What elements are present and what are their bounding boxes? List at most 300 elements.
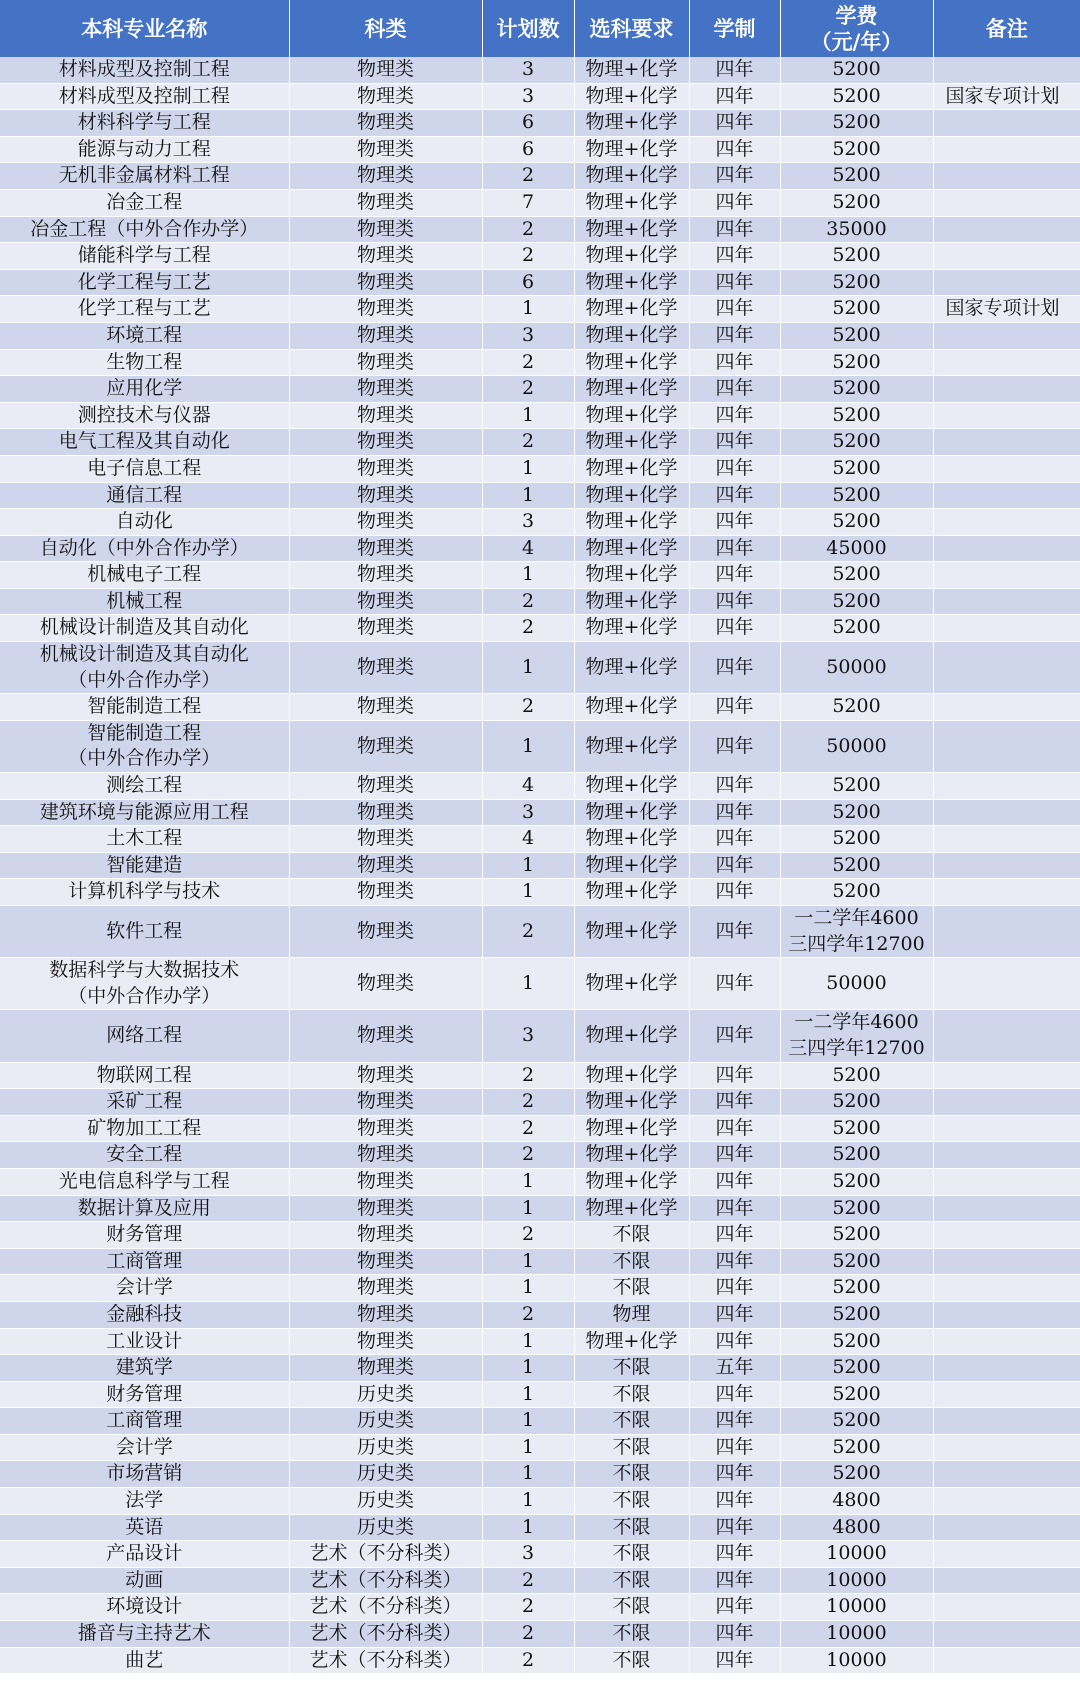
- major-name-cell: 土木工程: [0, 826, 289, 853]
- remarks-cell: [933, 402, 1080, 429]
- category-cell: 物理类: [289, 189, 482, 216]
- major-name-cell: 材料科学与工程: [0, 110, 289, 137]
- category-cell: 物理类: [289, 1328, 482, 1355]
- remarks-cell: [933, 1328, 1080, 1355]
- plan-count-cell: 1: [482, 1195, 574, 1222]
- table-row: [0, 163, 1080, 190]
- table-row: [0, 615, 1080, 642]
- remarks-cell: [933, 349, 1080, 376]
- major-name-cell: 采矿工程: [0, 1089, 289, 1116]
- header-duration: 学制: [689, 0, 780, 57]
- duration-cell: 四年: [689, 1142, 780, 1169]
- category-cell: 物理类: [289, 879, 482, 906]
- header-tuition: [780, 0, 933, 57]
- category-cell: 物理类: [289, 1195, 482, 1222]
- plan-count-cell: 1: [482, 958, 574, 1010]
- tuition-cell: 10000: [780, 1541, 933, 1568]
- category-cell: 物理类: [289, 243, 482, 270]
- tuition-cell: 5200: [780, 243, 933, 270]
- plan-count-cell: 2: [482, 376, 574, 403]
- category-cell: 物理类: [289, 720, 482, 772]
- major-name-cell: 工商管理: [0, 1248, 289, 1275]
- duration-cell: 四年: [689, 615, 780, 642]
- category-cell: 物理类: [289, 906, 482, 958]
- table-row: [0, 136, 1080, 163]
- major-name-cell: 测控技术与仪器: [0, 402, 289, 429]
- tuition-cell: 5200: [780, 562, 933, 589]
- remarks-cell: [933, 322, 1080, 349]
- major-name-cell: 生物工程: [0, 349, 289, 376]
- cell-text-line: 一二学年4600: [794, 907, 919, 929]
- remarks-cell: [933, 455, 1080, 482]
- tuition-cell: 10000: [780, 1621, 933, 1648]
- plan-count-cell: 1: [482, 482, 574, 509]
- table-row: [0, 1328, 1080, 1355]
- remarks-cell: [933, 879, 1080, 906]
- plan-count-cell: 7: [482, 189, 574, 216]
- table-row: [0, 1222, 1080, 1249]
- plan-count-cell: 2: [482, 349, 574, 376]
- subject-requirement-cell: 物理+化学: [574, 852, 689, 879]
- subject-requirement-cell: 物理+化学: [574, 163, 689, 190]
- table-row: [0, 588, 1080, 615]
- major-name-cell: 矿物加工工程: [0, 1115, 289, 1142]
- subject-requirement-cell: 物理+化学: [574, 243, 689, 270]
- table-row: [0, 1301, 1080, 1328]
- table-row: [0, 1488, 1080, 1515]
- header-subject-requirement: 选科要求: [574, 0, 689, 57]
- remarks-cell: [933, 57, 1080, 83]
- subject-requirement-cell: 物理+化学: [574, 906, 689, 958]
- subject-requirement-cell: 物理+化学: [574, 1142, 689, 1169]
- duration-cell: 四年: [689, 1089, 780, 1116]
- category-cell: 物理类: [289, 615, 482, 642]
- major-name-cell: 播音与主持艺术: [0, 1621, 289, 1648]
- major-name-cell: 自动化（中外合作办学）: [0, 535, 289, 562]
- subject-requirement-cell: 物理+化学: [574, 296, 689, 323]
- subject-requirement-cell: 不限: [574, 1488, 689, 1515]
- tuition-cell: 5200: [780, 163, 933, 190]
- plan-count-cell: 1: [482, 1328, 574, 1355]
- category-cell: 物理类: [289, 216, 482, 243]
- category-cell: 艺术（不分科类）: [289, 1594, 482, 1621]
- tuition-cell: 50000: [780, 720, 933, 772]
- plan-count-cell: 3: [482, 799, 574, 826]
- major-name-cell: 物联网工程: [0, 1062, 289, 1089]
- subject-requirement-cell: 不限: [574, 1408, 689, 1435]
- plan-count-cell: 2: [482, 163, 574, 190]
- major-name-cell: 材料成型及控制工程: [0, 57, 289, 83]
- category-cell: 艺术（不分科类）: [289, 1647, 482, 1674]
- duration-cell: 四年: [689, 216, 780, 243]
- category-cell: 历史类: [289, 1488, 482, 1515]
- remarks-cell: [933, 852, 1080, 879]
- category-cell: 物理类: [289, 1115, 482, 1142]
- table-row: [0, 455, 1080, 482]
- tuition-cell: 5200: [780, 1222, 933, 1249]
- table-row: [0, 1434, 1080, 1461]
- duration-cell: 四年: [689, 509, 780, 536]
- table-row: [0, 1355, 1080, 1382]
- category-cell: 物理类: [289, 1355, 482, 1382]
- plan-count-cell: 1: [482, 296, 574, 323]
- plan-count-cell: 2: [482, 1621, 574, 1648]
- duration-cell: 四年: [689, 1541, 780, 1568]
- table-row: [0, 1275, 1080, 1302]
- tuition-cell: 5200: [780, 402, 933, 429]
- tuition-cell: 5200: [780, 1089, 933, 1116]
- table-row: [0, 958, 1080, 1010]
- tuition-cell: 10000: [780, 1647, 933, 1674]
- tuition-cell: 5200: [780, 509, 933, 536]
- plan-count-cell: 4: [482, 826, 574, 853]
- plan-count-cell: 6: [482, 110, 574, 137]
- plan-count-cell: 2: [482, 1301, 574, 1328]
- subject-requirement-cell: 物理+化学: [574, 455, 689, 482]
- category-cell: 物理类: [289, 826, 482, 853]
- table-row: [0, 852, 1080, 879]
- major-name-cell: 应用化学: [0, 376, 289, 403]
- duration-cell: 四年: [689, 1514, 780, 1541]
- plan-count-cell: 2: [482, 906, 574, 958]
- remarks-cell: [933, 1594, 1080, 1621]
- tuition-cell: 50000: [780, 958, 933, 1010]
- subject-requirement-cell: 物理+化学: [574, 1195, 689, 1222]
- duration-cell: 四年: [689, 1010, 780, 1062]
- tuition-cell: 5200: [780, 1115, 933, 1142]
- cell-text-line: 智能制造工程: [87, 721, 202, 744]
- subject-requirement-cell: 物理+化学: [574, 958, 689, 1010]
- major-name-cell: 建筑环境与能源应用工程: [0, 799, 289, 826]
- duration-cell: 四年: [689, 136, 780, 163]
- subject-requirement-cell: 物理+化学: [574, 83, 689, 110]
- major-name-cell: 冶金工程（中外合作办学）: [0, 216, 289, 243]
- plan-count-cell: 1: [482, 642, 574, 694]
- tuition-cell: 5200: [780, 1301, 933, 1328]
- cell-text-line: 数据科学与大数据技术: [49, 959, 240, 982]
- duration-cell: 四年: [689, 110, 780, 137]
- plan-count-cell: 4: [482, 773, 574, 800]
- tuition-cell: 4800: [780, 1488, 933, 1515]
- table-row: [0, 1248, 1080, 1275]
- duration-cell: 四年: [689, 1328, 780, 1355]
- category-cell: 艺术（不分科类）: [289, 1567, 482, 1594]
- category-cell: 物理类: [289, 1142, 482, 1169]
- duration-cell: 四年: [689, 243, 780, 270]
- tuition-cell: 5200: [780, 773, 933, 800]
- plan-count-cell: 6: [482, 136, 574, 163]
- duration-cell: 四年: [689, 376, 780, 403]
- duration-cell: 五年: [689, 1355, 780, 1382]
- category-cell: 物理类: [289, 296, 482, 323]
- major-name-cell: [0, 720, 289, 772]
- subject-requirement-cell: 不限: [574, 1434, 689, 1461]
- table-row: [0, 269, 1080, 296]
- category-cell: 物理类: [289, 349, 482, 376]
- tuition-cell: 5200: [780, 322, 933, 349]
- duration-cell: 四年: [689, 1301, 780, 1328]
- table-row: [0, 1541, 1080, 1568]
- remarks-cell: [933, 1301, 1080, 1328]
- plan-count-cell: 1: [482, 402, 574, 429]
- category-cell: 物理类: [289, 455, 482, 482]
- duration-cell: 四年: [689, 852, 780, 879]
- subject-requirement-cell: 物理+化学: [574, 376, 689, 403]
- table-row: [0, 1381, 1080, 1408]
- subject-requirement-cell: 不限: [574, 1381, 689, 1408]
- remarks-cell: [933, 773, 1080, 800]
- category-cell: 物理类: [289, 535, 482, 562]
- remarks-cell: [933, 799, 1080, 826]
- category-cell: 物理类: [289, 402, 482, 429]
- subject-requirement-cell: 物理+化学: [574, 189, 689, 216]
- tuition-cell: 5200: [780, 1355, 933, 1382]
- remarks-cell: [933, 1248, 1080, 1275]
- plan-count-cell: 1: [482, 1434, 574, 1461]
- tuition-cell: 5200: [780, 455, 933, 482]
- duration-cell: 四年: [689, 562, 780, 589]
- remarks-cell: [933, 1275, 1080, 1302]
- tuition-cell: 45000: [780, 535, 933, 562]
- category-cell: 物理类: [289, 110, 482, 137]
- plan-count-cell: 3: [482, 1541, 574, 1568]
- cell-text-line: 一二学年4600: [794, 1011, 919, 1034]
- duration-cell: 四年: [689, 588, 780, 615]
- duration-cell: 四年: [689, 189, 780, 216]
- plan-count-cell: 2: [482, 694, 574, 721]
- tuition-cell: 5200: [780, 1275, 933, 1302]
- remarks-cell: [933, 1434, 1080, 1461]
- duration-cell: 四年: [689, 429, 780, 456]
- major-name-cell: 工业设计: [0, 1328, 289, 1355]
- category-cell: 物理类: [289, 1275, 482, 1302]
- tuition-cell: 4800: [780, 1514, 933, 1541]
- category-cell: 物理类: [289, 429, 482, 456]
- remarks-cell: [933, 1647, 1080, 1674]
- major-name-cell: 财务管理: [0, 1381, 289, 1408]
- header-plan-count: 计划数: [482, 0, 574, 57]
- plan-count-cell: 1: [482, 1408, 574, 1435]
- subject-requirement-cell: 不限: [574, 1275, 689, 1302]
- category-cell: 物理类: [289, 799, 482, 826]
- table-row: [0, 216, 1080, 243]
- category-cell: 物理类: [289, 1301, 482, 1328]
- tuition-cell: 5200: [780, 349, 933, 376]
- remarks-cell: [933, 1381, 1080, 1408]
- category-cell: 物理类: [289, 57, 482, 83]
- remarks-cell: [933, 1142, 1080, 1169]
- plan-count-cell: 2: [482, 1062, 574, 1089]
- plan-count-cell: 3: [482, 1010, 574, 1062]
- major-name-cell: 电气工程及其自动化: [0, 429, 289, 456]
- major-name-cell: 智能建造: [0, 852, 289, 879]
- remarks-cell: [933, 482, 1080, 509]
- tuition-cell: 5200: [780, 852, 933, 879]
- major-name-cell: 机械工程: [0, 588, 289, 615]
- cell-text-line: （中外合作办学）: [68, 984, 221, 1007]
- remarks-cell: [933, 694, 1080, 721]
- tuition-cell: 5200: [780, 879, 933, 906]
- duration-cell: 四年: [689, 1647, 780, 1674]
- remarks-cell: [933, 1089, 1080, 1116]
- major-name-cell: 机械电子工程: [0, 562, 289, 589]
- table-row: [0, 1567, 1080, 1594]
- table-row: [0, 1408, 1080, 1435]
- remarks-cell: [933, 906, 1080, 958]
- remarks-cell: [933, 110, 1080, 137]
- table-row: [0, 322, 1080, 349]
- major-name-cell: 通信工程: [0, 482, 289, 509]
- plan-count-cell: 1: [482, 1488, 574, 1515]
- duration-cell: 四年: [689, 322, 780, 349]
- tuition-cell: 5200: [780, 799, 933, 826]
- category-cell: 艺术（不分科类）: [289, 1621, 482, 1648]
- tuition-cell: 5200: [780, 269, 933, 296]
- duration-cell: 四年: [689, 163, 780, 190]
- table-row: [0, 349, 1080, 376]
- remarks-cell: [933, 642, 1080, 694]
- table-row: [0, 509, 1080, 536]
- major-name-cell: 软件工程: [0, 906, 289, 958]
- plan-count-cell: 2: [482, 588, 574, 615]
- category-cell: 历史类: [289, 1408, 482, 1435]
- duration-cell: 四年: [689, 1115, 780, 1142]
- plan-count-cell: 1: [482, 1514, 574, 1541]
- remarks-cell: [933, 1355, 1080, 1382]
- plan-count-cell: 2: [482, 615, 574, 642]
- plan-count-cell: 1: [482, 1248, 574, 1275]
- table-row: [0, 1594, 1080, 1621]
- cell-text-line: 三四学年12700: [788, 1036, 925, 1059]
- plan-count-cell: 3: [482, 57, 574, 83]
- remarks-cell: [933, 509, 1080, 536]
- table-row: [0, 1647, 1080, 1674]
- remarks-cell: [933, 429, 1080, 456]
- duration-cell: 四年: [689, 269, 780, 296]
- subject-requirement-cell: 不限: [574, 1514, 689, 1541]
- category-cell: 艺术（不分科类）: [289, 1541, 482, 1568]
- major-name-cell: 市场营销: [0, 1461, 289, 1488]
- category-cell: 物理类: [289, 852, 482, 879]
- category-cell: 物理类: [289, 136, 482, 163]
- duration-cell: 四年: [689, 1567, 780, 1594]
- remarks-cell: [933, 269, 1080, 296]
- category-cell: 历史类: [289, 1434, 482, 1461]
- tuition-cell: 5200: [780, 429, 933, 456]
- major-name-cell: [0, 642, 289, 694]
- major-name-cell: 数据计算及应用: [0, 1195, 289, 1222]
- major-name-cell: 无机非金属材料工程: [0, 163, 289, 190]
- table-row: [0, 1195, 1080, 1222]
- category-cell: 物理类: [289, 1168, 482, 1195]
- duration-cell: 四年: [689, 1594, 780, 1621]
- subject-requirement-cell: 不限: [574, 1248, 689, 1275]
- header-major-name: 本科专业名称: [0, 0, 289, 57]
- tuition-cell: 5200: [780, 1381, 933, 1408]
- major-name-cell: 英语: [0, 1514, 289, 1541]
- table-row: [0, 773, 1080, 800]
- major-name-cell: 机械设计制造及其自动化: [0, 615, 289, 642]
- table-row: [0, 1010, 1080, 1062]
- duration-cell: 四年: [689, 906, 780, 958]
- tuition-cell: 5200: [780, 826, 933, 853]
- remarks-cell: [933, 1461, 1080, 1488]
- duration-cell: 四年: [689, 1434, 780, 1461]
- plan-count-cell: 2: [482, 243, 574, 270]
- tuition-cell: 35000: [780, 216, 933, 243]
- tuition-cell: 5200: [780, 110, 933, 137]
- duration-cell: 四年: [689, 642, 780, 694]
- major-name-cell: 自动化: [0, 509, 289, 536]
- tuition-cell: 10000: [780, 1594, 933, 1621]
- duration-cell: 四年: [689, 1275, 780, 1302]
- major-name-cell: 安全工程: [0, 1142, 289, 1169]
- duration-cell: 四年: [689, 826, 780, 853]
- remarks-cell: [933, 562, 1080, 589]
- subject-requirement-cell: 物理+化学: [574, 402, 689, 429]
- table-row: [0, 1461, 1080, 1488]
- table-row: [0, 110, 1080, 137]
- remarks-cell: [933, 615, 1080, 642]
- plan-count-cell: 3: [482, 322, 574, 349]
- plan-count-cell: 2: [482, 1089, 574, 1116]
- table-row: [0, 189, 1080, 216]
- plan-count-cell: 1: [482, 562, 574, 589]
- subject-requirement-cell: 不限: [574, 1594, 689, 1621]
- tuition-cell: 5200: [780, 1461, 933, 1488]
- major-name-cell: 化学工程与工艺: [0, 269, 289, 296]
- table-row: [0, 1514, 1080, 1541]
- duration-cell: 四年: [689, 1381, 780, 1408]
- subject-requirement-cell: 物理+化学: [574, 1115, 689, 1142]
- major-name-cell: 财务管理: [0, 1222, 289, 1249]
- major-name-cell: 法学: [0, 1488, 289, 1515]
- duration-cell: 四年: [689, 1248, 780, 1275]
- major-name-cell: 测绘工程: [0, 773, 289, 800]
- cell-text-line: （中外合作办学）: [68, 668, 221, 691]
- duration-cell: 四年: [689, 1168, 780, 1195]
- subject-requirement-cell: 物理+化学: [574, 642, 689, 694]
- plan-count-cell: 1: [482, 852, 574, 879]
- subject-requirement-cell: 物理+化学: [574, 588, 689, 615]
- plan-count-cell: 1: [482, 1168, 574, 1195]
- tuition-cell: 5200: [780, 482, 933, 509]
- plan-count-cell: 1: [482, 879, 574, 906]
- subject-requirement-cell: 物理+化学: [574, 879, 689, 906]
- subject-requirement-cell: 物理+化学: [574, 1062, 689, 1089]
- subject-requirement-cell: 物理+化学: [574, 535, 689, 562]
- subject-requirement-cell: 物理+化学: [574, 720, 689, 772]
- table-row: [0, 562, 1080, 589]
- category-cell: 物理类: [289, 163, 482, 190]
- plan-count-cell: 1: [482, 720, 574, 772]
- tuition-cell: 5200: [780, 1408, 933, 1435]
- plan-count-cell: 3: [482, 509, 574, 536]
- category-cell: 物理类: [289, 1089, 482, 1116]
- subject-requirement-cell: 物理+化学: [574, 773, 689, 800]
- subject-requirement-cell: 物理+化学: [574, 1010, 689, 1062]
- duration-cell: 四年: [689, 402, 780, 429]
- plan-count-cell: 2: [482, 216, 574, 243]
- plan-count-cell: 2: [482, 1594, 574, 1621]
- table-row: [0, 1062, 1080, 1089]
- plan-count-cell: 1: [482, 1355, 574, 1382]
- table-row: [0, 482, 1080, 509]
- tuition-cell: 50000: [780, 642, 933, 694]
- category-cell: 物理类: [289, 482, 482, 509]
- table-row: [0, 694, 1080, 721]
- category-cell: 物理类: [289, 322, 482, 349]
